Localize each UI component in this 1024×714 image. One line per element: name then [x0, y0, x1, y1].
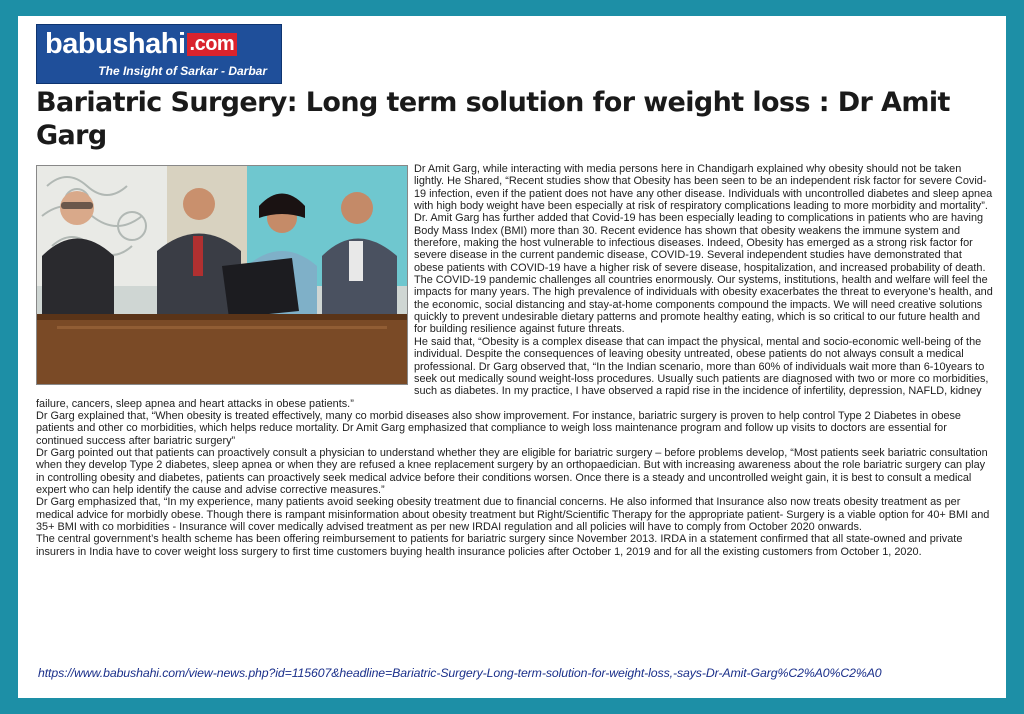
article-paragraph: Dr Garg pointed out that patients can proactively consult a physician to understand whether they are eligible for bariatric surgery – before problems develop, “Most patients seek bariatric consultation when they develop Type 2 diabetes, sleep apnea or when they are refused a knee replacement surgery by an orthopaedician. But with increasing awareness about the role bariatric surgery can play in controlling obesity and diabetes, patients can proactively seek medical advice before their conditions worsen. Once there is a steady and uncontrolled weight gain, it is best to consult a medical expert who can help identify the cause and advise corrective measures.” — [36, 446, 988, 496]
site-logo[interactable] — [36, 24, 282, 84]
article-paragraph: He said that, “Obesity is a complex disease that can impact the physical, mental and socio-economic well-being of the individual. Despite the consequences of leaving obesity untreated, obese patients do not always consult a medical professional. Dr Garg observed that, “In the Indian scenario, more than 60% of individuals wait more than 6-10years to seek out medically sound weight-loss procedures. Usually such patients are diagnosed with two or more co morbidities, such as diabetes. In my practice, I have observed a rapid rise in the incidence of infertility, depression, NAFLD, kidney failure, cancers, sleep apnea and heart attacks in obese patients.” — [36, 335, 989, 410]
article-paragraph: The central government’s health scheme has been offering reimbursement to patients for bariatric surgery since November 2013. IRDA in a statement confirmed that all state-owned and private insurers in India have to cover weight loss surgery to first time customers buying health insurance policies after October 1, 2019 and for all the existing customers from October 1, 2020. — [36, 533, 963, 558]
clipping-frame — [18, 16, 1006, 698]
article-paragraph: The COVID-19 pandemic challenges all countries enormously. Our systems, institutions, health and welfare will feel the impacts for many years. The high prevalence of individuals with obesity exacerbates the threat to everyone's health, and the economic, social distancing and stay-at-home components compound the impacts. We will need creative solutions quickly to prevent undesirable dietary patterns and promote healthy eating, which is so critical to our future health and for building resilience against future threats. — [414, 274, 993, 336]
article-paragraph: Dr Amit Garg, while interacting with media persons here in Chandigarh explained why obesity should not be taken lightly. He Shared, “Recent studies show that Obesity has been seen to be an independent risk factor for severe Covid-19 infection, even if the patient does not have any other disease. Individuals with uncontrolled diabetes and sleep apnea with high body weight have been especially at risk of respiratory complications leading to more morbidity and mortality”. Dr. Amit Garg has further added that Covid-19 has been especially leading to complications in patients who are having Body Mass Index (BMI) more than 30. Recent evidence has shown that obesity weakens the immune system and therefore, making the host vulnerable to infectious diseases. Indeed, Obesity has emerged as a strong risk factor for severe disease in the current pandemic disease, COVID-19. Several independent studies have demonstrated that obese patients with COVID-19 have a higher risk of severe disease, hospitalization, and increased probability of death. — [414, 163, 993, 274]
logo-tagline: The Insight of Sarkar - Darbar — [98, 64, 267, 78]
article-body — [36, 163, 994, 558]
logo-wordmark: babushahi .com — [45, 28, 237, 61]
photo-spacer — [36, 163, 414, 391]
article-paragraph: Dr Garg emphasized that, “In my experience, many patients avoid seeking obesity treatment due to financial concerns. He also informed that Insurance also now treats obesity treatment as per medical advice for morbidly obese. Though there is rampant misinformation about obesity treatment but Right/Scientific Therapy for the appropriate patient- Surgery is a viable option for 40+ BMI and 35+ BMI with co morbidities - Insurance will cover medically advised treatment as per new IRDAI regulation and all policies will have to comply from October 2020 onwards. — [36, 496, 990, 533]
source-url-link[interactable]: https://www.babushahi.com/view-news.php?id=115607&headline=Bariatric-Surgery-Long-term-solution-for-weight-loss,-says-Dr-Amit-Garg%C2%A0%C2%A0 — [38, 666, 882, 680]
article-paragraph: Dr Garg explained that, “When obesity is treated effectively, many co morbid diseases also show improvement. For instance, bariatric surgery is proven to help control Type 2 Diabetes in obese patients and other co morbidities, which helps reduce mortality. Dr Amit Garg emphasized that compliance to weigh loss maintenance program and follow up visits to doctors are essential for continued success after bariatric surgery” — [36, 409, 961, 447]
article-headline: Bariatric Surgery: Long term solution for weight loss : Dr Amit Garg — [36, 87, 950, 151]
